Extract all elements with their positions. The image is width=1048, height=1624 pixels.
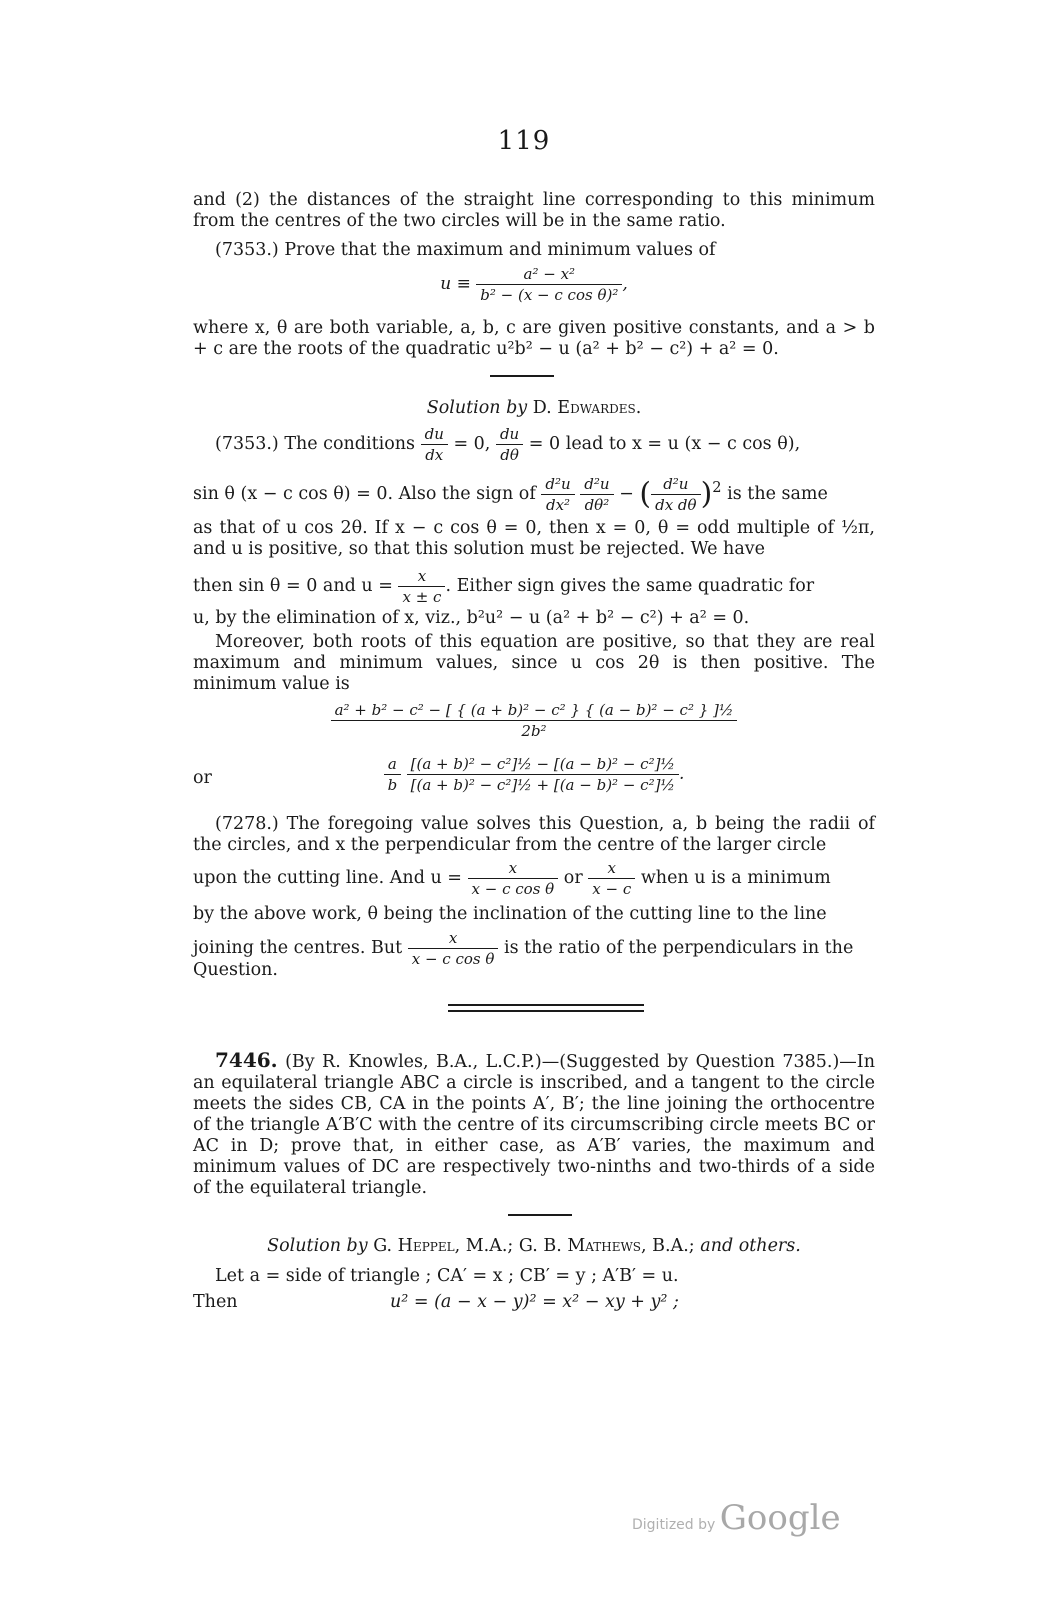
cutting-line-text: upon the cutting line. And u = xyxy=(193,868,462,888)
section-divider xyxy=(490,375,554,377)
let-text: Let a = side of triangle ; CA′ = x ; CB′ = y ; A′B′ = u. xyxy=(215,1266,679,1286)
solution-1-author: D. Edwardes. xyxy=(532,398,642,418)
solution-1-heading xyxy=(193,398,875,419)
paragraph-3-text: as that of u cos 2θ. If x − c cos θ = 0, then x = 0, θ = odd multiple of ½π, and u is positive, so that this solution must be rejected. We have xyxy=(193,518,875,559)
x-numerator-3: x xyxy=(588,858,635,879)
question-7353-equation xyxy=(193,264,875,305)
paragraph-6-text: Moreover, both roots of this equation are positive, so that they are real maximum and minimum values, since u cos 2θ is then positive. The minimum value is xyxy=(193,632,875,694)
cutting-line-or: or xyxy=(563,868,583,888)
sign-tail: is the same xyxy=(727,484,828,504)
du-dx-fraction xyxy=(421,424,448,465)
conditions-eq2: = 0 lead to x = u (x − c cos θ), xyxy=(528,434,801,454)
or-label: or xyxy=(193,768,212,788)
ratio-denominator: x − c cos θ xyxy=(411,950,495,968)
dx-denominator: dx xyxy=(425,446,444,464)
d2u-dxdtheta-fraction xyxy=(651,474,700,515)
section-divider-2 xyxy=(508,1214,572,1216)
question-7446-number: 7446. xyxy=(215,1048,278,1072)
x-over-xminusc-fraction xyxy=(588,858,635,899)
solution-2-authors: G. Heppel, M.A.; G. B. Mathews, B.A.; xyxy=(373,1236,695,1256)
open-paren: ( xyxy=(639,476,652,512)
minus-sign: − xyxy=(619,484,634,504)
du-numerator-2: du xyxy=(496,424,523,445)
solution-1-paragraph-6 xyxy=(193,632,875,695)
d2u-dtheta2-fraction xyxy=(580,474,613,515)
question-7353-where xyxy=(193,318,875,360)
solution-1-sign xyxy=(193,474,875,515)
xc-denominator: x ± c xyxy=(402,588,442,606)
eq-denominator: b² − (x − c cos θ)² xyxy=(480,286,619,304)
double-rule-bottom xyxy=(448,1010,644,1012)
sign-text: sin θ (x − c cos θ) = 0. Also the sign of xyxy=(193,484,536,504)
then-label: Then xyxy=(193,1292,238,1312)
x-numerator-2: x xyxy=(468,858,559,879)
d2u-numerator-2: d²u xyxy=(580,474,613,495)
where-text: where x, θ are both variable, a, b, c are given positive constants, and a > b + c are the roots of the quadratic u²b² − u (a² + b² − c²) + a² = 0. xyxy=(193,318,875,359)
page-number: 119 xyxy=(497,126,551,156)
eq-tail: , xyxy=(622,274,628,294)
dtheta2-denominator: dθ² xyxy=(584,496,610,514)
solution-2-heading xyxy=(193,1236,875,1257)
solution-2-let xyxy=(193,1266,875,1287)
solution-1-paragraph-7 xyxy=(193,814,875,856)
cutting-line-tail: when u is a minimum xyxy=(640,868,831,888)
solution-1-conditions xyxy=(193,424,875,465)
x-over-xccos-fraction xyxy=(468,858,559,899)
alternative-numerator: [(a + b)² − c²]½ − [(a − b)² − c²]½ xyxy=(407,754,679,775)
alternative-denominator: [(a + b)² − c²]½ + [(a − b)² − c²]½ xyxy=(410,776,675,794)
dxdtheta-denominator: dx dθ xyxy=(655,496,697,514)
d2u-numerator: d²u xyxy=(541,474,574,495)
question-7353 xyxy=(193,240,875,261)
then-tail: . Either sign gives the same quadratic for xyxy=(445,576,815,596)
question-7446-paragraph xyxy=(193,1050,875,1199)
solution-2-and-others: and others. xyxy=(700,1236,801,1256)
digitized-by-google xyxy=(632,1498,841,1538)
question-7353-statement: (7353.) Prove that the maximum and minimum values of xyxy=(215,240,716,260)
joining-tail: is the ratio of the perpendiculars in the xyxy=(503,938,854,958)
solution-2-heading-label: Solution by xyxy=(267,1236,368,1256)
solution-1-then xyxy=(193,566,875,607)
dtheta-denominator: dθ xyxy=(500,446,519,464)
solution-2-then-equation xyxy=(390,1292,790,1313)
solution-1-heading-label: Solution by xyxy=(426,398,528,418)
then-text: then sin θ = 0 and u = xyxy=(193,576,393,596)
solution-1-paragraph-9 xyxy=(193,904,875,925)
conditions-eq1: = 0, xyxy=(453,434,491,454)
du-numerator: du xyxy=(421,424,448,445)
alternative-expression: $\frac{a}{b}$ $\frac{\text{[(a + b)² − c²]½ − [(a − b)² − c²]½}}{\text{[(a + b)² − c²]½ + [(a − b)² − c²]½}}$ . xyxy=(193,754,875,795)
b-denominator: b xyxy=(387,776,398,794)
ratio-numerator: x xyxy=(408,928,499,949)
solution-1-paragraph-11 xyxy=(193,960,875,981)
question-7446 xyxy=(193,1050,875,1199)
paragraph-5-text: u, by the elimination of x, viz., b²u² − u (a² + b² − c²) + a² = 0. xyxy=(193,608,750,628)
x-numerator: x xyxy=(398,566,445,587)
close-paren: ) xyxy=(700,476,713,512)
xminusc-denominator: x − c xyxy=(592,880,632,898)
eq-fraction xyxy=(476,264,622,305)
then-equation: u² = (a − x − y)² = x² − xy + y² ; xyxy=(390,1292,679,1312)
square-exponent: 2 xyxy=(712,479,722,497)
du-dtheta-fraction xyxy=(496,424,523,465)
paragraph-9-text: by the above work, θ being the inclination of the cutting line to the line xyxy=(193,904,827,924)
google-logo: Google xyxy=(719,1498,841,1538)
paragraph-11-text: Question. xyxy=(193,960,278,980)
a-over-b-fraction xyxy=(384,754,402,795)
question-7446-text: (By R. Knowles, B.A., L.C.P.)—(Suggested by Question 7385.)—In an equilateral triangle ABC a circle is inscribed, and a tangent to the circle meets the sides CB, CA in the points A′, B′; the line joining the orthocentre of the triangle A′B′C with the centre of its circumscribing circle meets BC or AC in D; prove that, in either case, as A′B′ varies, the maximum and minimum values of DC are respectively two-ninths and two-thirds of a side of the equilateral triangle. xyxy=(193,1052,875,1198)
eq-lhs: u ≡ xyxy=(440,274,471,294)
double-rule-top xyxy=(448,1004,644,1006)
paragraph-7-text: (7278.) The foregoing value solves this Question, a, b being the radii of the circles, and x the perpendicular from the centre of the larger circle xyxy=(193,814,875,855)
intro-text: and (2) the distances of the straight line corresponding to this minimum from the centres of the two circles will be in the same ratio. xyxy=(193,190,875,231)
digitized-label: Digitized by xyxy=(632,1517,716,1533)
dx2-denominator: dx² xyxy=(546,496,571,514)
solution-1-cutting-line xyxy=(193,858,875,899)
xccos-denominator: x − c cos θ xyxy=(471,880,555,898)
minimum-denominator: 2b² xyxy=(521,722,547,740)
alternative-fraction xyxy=(407,754,679,795)
intro-paragraph xyxy=(193,190,875,232)
minimum-numerator: a² + b² − c² − [ { (a + b)² − c² } { (a − b)² − c² } ]½ xyxy=(331,700,738,721)
conditions-text: (7353.) The conditions xyxy=(215,434,416,454)
minimum-value-expression xyxy=(193,700,875,741)
a-numerator: a xyxy=(384,754,402,775)
x-over-xc-fraction xyxy=(398,566,445,607)
joining-text: joining the centres. But xyxy=(193,938,403,958)
eq-numerator: a² − x² xyxy=(476,264,622,285)
solution-1-paragraph-3 xyxy=(193,518,875,560)
d2u-numerator-3: d²u xyxy=(651,474,700,495)
minimum-fraction xyxy=(331,700,738,741)
solution-1-paragraph-5 xyxy=(193,608,875,629)
d2u-dx2-fraction xyxy=(541,474,574,515)
